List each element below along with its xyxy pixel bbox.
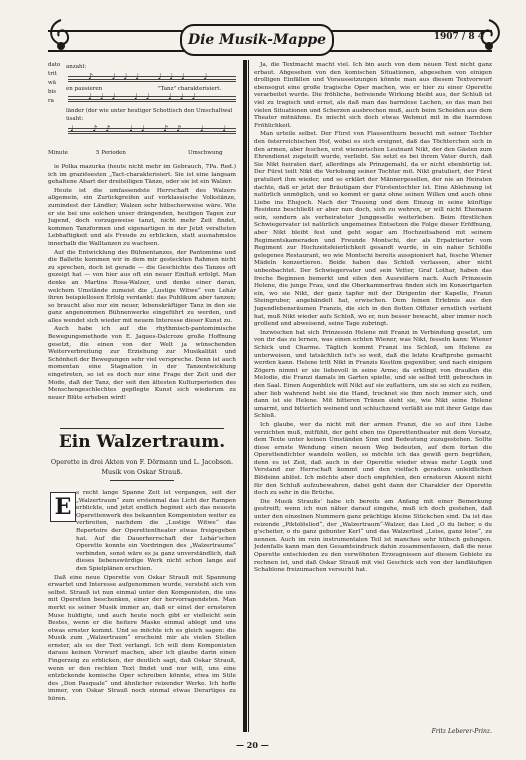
left-paragraph: Auch habe ich auf die rhythmisch-pantomimische Bewegungsmethode von E. Jaques-Dalcroze große Hoffnung gesetzt, die einen von der Welt ja wünschenden Weiterverbreitung zur Erziehung zur Musikalität und Schönheit der Bewegungen sehr viel verspreche. Denn ist auch momentan eine Stagnation in der Tanzentwicklung eingetreten, so ist es doch nur eine Frage der Zeit und der Mode, daß der Tanz, der seit den ältesten Kulturperioden des Menschengeschlechtes gepflegte Kunst sich wiederum zu neuer Blüte erheben wird! bbox=[48, 326, 236, 401]
left-paragraph: ie Polka mazurka (heute nicht mehr im Gebrauch, 7Pa. Red.) ich im graziösesten „Tact-charakterisiert. Sie ist eine langsam gehaltene Abart der dreiteiligen Tänze, oder sie ist ein Walzer. bbox=[48, 164, 236, 186]
magazine-title: Die Musik-Mappe bbox=[180, 24, 334, 56]
right-column-text bbox=[254, 62, 492, 724]
music-label-3: wä bbox=[48, 80, 56, 86]
music-notes-1: ♪ ♩♩♩ ♩♩♩ ♩ bbox=[88, 72, 216, 81]
right-paragraph: Ja, die Textmacht macht viel. Ich bin auch von dem neuen Text nicht ganz erbaut. Abgesehen von den komischen Situationen, abgesehen von einigen drolligen Einfällen und Voraussetzungen könnte man aus diesem Textvorwurf ebensogut eine große tragische Oper machen, wie er hier zu einer Operette verarbeitet wurde. Die fröhliche, befreiende Wirkung bleibt aus, der Schluß ist viel zu tragisch und ernst, als daß man das harmlose Lachen, so das man bei vielen Situationen und Scherzen ausbrechen muß, auch beim Scheiden aus dem Theater mitnähme. Es mischt sich doch etwas Wehmut mit in die harmlose Fröhlichkeit. bbox=[254, 62, 492, 129]
page-number: — 20 — bbox=[236, 740, 269, 750]
right-paragraph: Man urteile selbst. Der Fürst von Flausenthurn besucht mit seiner Tochter den österreichischen Hof, wobei es sich ereignet, daß das Töchterchen sich in den armen, aber feschen, erst wienerischen Leutnant Nikt, der den Gästen zum Ehrendienst zugeteilt wurde, verliebt. Sie setzt es bei ihrem Vater durch, daß Sie Nikt heiraten darf, allerdings als Prinzgemahl, da er nicht ebenbürtig ist. Der Fürst teilt Nikt die Verlobung seiner Tochter mit. Nikt gratuliert, der Fürst gratuliert ihm wieder, und so erklärt der Männergesellen, der nie an Heiraten dachte, daß er jetzt der Bräutigam der Fürstentochter ist. Eine Ablehnung ist natürlich unmöglich, und so kommt er ganz ohne seinen Willen und auch ohne Liebe ins Ehejoch. Nach der Trauung und dem Einzug in seine künftige Residenz beschließt er aber nun doch, sich zu wehren, er will nicht Ehemann sein, sondern als verheirateter Junggeselle weiterleben. Beim fürstlichen Schwiegervater ist natürlich ungemeines Entsetzen die Folge dieser Eröffnung, aber Nikt bleibt fest und geht sogar am Hochzeitsabend mit seinem Regimentskameraden und Freunde Montschi, der als Erpatriierter vom Regiment zur Hochzeitsfeierlichkeit gesandt wurde, in ein naher Schlöße gelegenes Restaurant, wo wie Montschi bereits ausspioniert hat, fesche Wiener Mädeln konzertieren. Beide haben das Schloß verlassen, aber nicht unbeobachtet. Der Schwiegervater und sein Vetter, Graf Lothar, haben das freche Beginnen bemerkt und eilen den Ausreißern nach. Auch Prinzessin Helene, die junge Frau, und die Oberkammerfrau finden sich im Konzertgarten ein, wo sie Nikt, der ganz tapfer mit der Dirigentin der Kapelle, Franzi Steingruber, angebändelt hat, erwischen. Dem feinen Erlebnis aus den Jugendlebensräumen Franzis, die sich in den flotten Offizier ernstlich verliebt hat, muß Nikt wieder aufs Schloß, wo er, nun besser bewacht, aber immer noch grollend und abweisend, seine Tage zubringt. bbox=[254, 131, 492, 328]
article-paragraph: Daß eine neue Operette von Oskar Strauß mit Spannung erwartet und Interesse aufgenommen wurde, versteht sich von selbst. Strauß ist nun einmal unter den Komponisten, die uns mit Operetten beschenken, einer der hervorragendsten. Man merkt es seiner Musik immer an, daß er einst der ernsteren Muse huldigte, und auch heute noch gibt er vielleicht sein Bestes, wenn er die heitere Maske einmal ablegt und uns etwas ernster kommt. Und so möchte ich es gleich sagen: die Musik zum „Walzertraum“ erscheint mir als vielen Stellen ernster, als es der Text verlangt. Ich will dem Komponisten daraus keinen Vorwurf machen, aber ich glaube darin einen Fingerzeig zu erblicken, der deutlich sagt, daß Oskar Strauß, wenn er den rechten Text findet und nur will, uns eine entzückende komische Oper schreiben könnte, etwa im Stile des „Don Pasquale“ und ähnlicher reizender Werke. Ich hoffe immer, von Oskar Strauß noch einmal etwas Derartiges zu hören. bbox=[48, 574, 236, 703]
column-divider bbox=[243, 60, 247, 732]
article-subtitle: Operette in drei Akten von F. Dörmann und L. Jacobson. bbox=[50, 458, 234, 466]
author-signature: Fritz Leberer-Prinz. bbox=[431, 728, 492, 735]
music-text-2: üsaht: bbox=[66, 116, 84, 122]
music-label-4: bis bbox=[48, 89, 57, 95]
right-paragraph: Ich glaube, wer da nicht mit der armen Franzi, die so auf ihre Liebe verzichten muß, mitfühlt, der geht eben ins Operettentheater mit dem Vorsatz, dem Texte unter keinen Umständen Sinn und Bedeutung zuzugestehen. Sollte diese ernste Wendung einen neuen Weg bedeuten, auf dem fortan die Operettendichter wandeln wollen, so möchte ich das gewiß gern begrüßen, denn es ist Zeit, daß auch in der Operette wieder etwas mehr Logik und Verstand zur Herrschaft kommt und den vielfach geradezu unleidlichen Blödsinn ablöst. Ich möchte aber doch empfehlen, den ernsteren Akzent nicht für den Schluß aufzubewahren, dabei geht dann der Charakter der Operette doch zu sehr in die Brüche. bbox=[254, 421, 492, 497]
music-pausen: en pausieren bbox=[66, 86, 103, 92]
article-composer: Musik von Oskar Strauß. bbox=[101, 468, 183, 476]
drop-cap: E bbox=[50, 492, 76, 522]
issue-number: 4 bbox=[477, 32, 484, 42]
music-label-2: trit bbox=[48, 71, 57, 77]
music-label-1: dato bbox=[48, 62, 61, 68]
music-legend-3: Umschwung bbox=[188, 150, 223, 156]
music-legend-1: Minute bbox=[48, 150, 68, 156]
right-paragraph: Die Musik Straußs' habe ich bereits am Anfang mit einer Bemerkung gestreift; wenn ich nun näher darauf eingehe, muß ich doch gestehen, daß unter den einzelnen Nummern ganz prächtige kleine Stückchen sind. Da ist das reizende „Piktolöslied“, der „Walzertraum“-Walzer, das Lied „O du lieber, o du g'scheiter, o du ganz gebunter Kerl“ und das Walzerlied „Leise, ganz leise“, zu nennen. Auch im rein instrumentalen Teil ist manches sehr hübsch gelungen. Jedenfalls kann man den Gesamteindruck dahin zusammenfassen, daß die neue Operette entschieden zu den verwöhnten Erzeugnissen auf diesem Gebiete zu rechnen ist, und daß Oskar Strauß mit viel Geschick sich von der landläufigen Schablone freizumachen versucht hat. bbox=[254, 498, 492, 574]
page-header bbox=[48, 14, 492, 60]
music-legend-2: 5 Perioden bbox=[96, 150, 126, 156]
ornament-right-icon bbox=[474, 16, 504, 56]
section-rule-top bbox=[60, 428, 224, 429]
left-paragraph: Heute ist die umfassendste Herrschaft des Walzers allgemein, ein Zurückgreifen auf vorklassische Volkstänze, zumindest der Ländler; Walzen sehr hübscherweise wäre. Wie er sie bei uns solchen unser drängenden, heutigen Tagen zur Jugend, doch vorzugsweise tanzt, nicht mehr Zeit findet, kommen Tanzformen und eigenartigen in der Jetzt veralteten Lebhaftigkeit und als Freude zu erblicken, statt ausnahmslos innerhalb die Walltanzen zu wachsen. bbox=[48, 187, 236, 247]
article-paragraph: s recht lange Spanne Zeit ist vergangen, seit der „Walzertraum“ zum erstenmal das Licht der Rampen erblickte, und jetzt endlich beginnt sich das neueste Operettenwerk des bekannten Komponisten weiter zu verbreiten, nachdem die „Lustige Witwe“ das Repertoire der Operettentheater etwas freigegeben hat. Auf die Dauerherrschaft der Lehár'schen Operette konnte ein Vordringen des „Walzertraums“ verbinden, sonst wäre es ja ganz unverständlich, daß dieses liebenswürdige Werk nicht schon lange auf den Spielplänen erschien. bbox=[76, 490, 236, 572]
music-text-1: länder (der wie unter heutiger Schottisch den Umschaltwal bbox=[66, 108, 233, 114]
music-anzahl: anzahl: bbox=[66, 64, 87, 70]
music-notes-2: ♩♩♩ ♩♩ ♩♩♩ bbox=[88, 92, 204, 101]
music-label-5: ra bbox=[48, 98, 54, 104]
year-text: 1907 / 8 bbox=[433, 32, 475, 42]
right-paragraph: Inzwischen hat sich Prinzessin Helene mit Franzi in Verbindung gesetzt, um von ihr das zu lernen, was einen echten Wiener, was Nikt, fesseln kann: Wiener Schick und Charme. Täglich kommt Franzi ins Schloß, um Helene zu unterweisen, und tatsächlich ist's so weit, daß die letzte Kraftprobe gemacht werden kann. Helene tritt Nikt in Franzis Kostüm gegenüber, und nach einigem Zögern nimmt er sie liebevoll in seine Arme; da erklingt von draußen die Melodie, die Franzi damals im Garten spielte, und sie selbst tritt gebrochen in den Saal. Einen Augenblick will Nikt auf sie zuflattern, um sie so sich zu reißen, aber lieb wahrend hebt sie die Hand, trocknet sie ihm noch immer sich, und dann ist sie Helene. Mit bitteren Tränen sieht sie, wie Nikt seine Helene umarmt, und bitterlich weinend und schluchzend verläßt sie mit ihrer Geige das Schloß. bbox=[254, 329, 492, 420]
article-title: Ein Walzertraum. bbox=[58, 432, 226, 452]
article-text bbox=[48, 490, 236, 730]
left-column-text bbox=[48, 164, 236, 426]
music-notes-3: ♩ ♪♪ ♩♩ ♪♪ ♩ ♩ bbox=[70, 124, 235, 133]
section-rule-bottom bbox=[110, 480, 174, 481]
left-paragraph: Auf die Entwicklung des Bühnentanzes, der Pantomime und die Ballette kommen wir in dem mir gesteckten Rahmen nicht zu sprechen, doch ist gerade — die Geschichte des Tanzes oft gezeigt hat — von hier aus oft ein neuer Einfluß erfolgt. Man denke an Martins Rosa-Walzer, und denke einer daran, welchem Umstände zumeist die „Lustige Witwe“ von Lehár ihren beispiellosen Erfolg verdankt: das Publikum aber tanzen; so braucht also nur ein neuer, lebenskräftiger Tanz in den sie ganz angenommen Bühnenwerke eingeführt zu werden, und alles wendet sich wieder mit neuem Interesse dieser Kunst zu. bbox=[48, 249, 236, 324]
column-divider-thin bbox=[248, 60, 249, 732]
music-tanz: "Tanz" charakterisiert. bbox=[158, 86, 222, 92]
music-example bbox=[48, 62, 236, 162]
